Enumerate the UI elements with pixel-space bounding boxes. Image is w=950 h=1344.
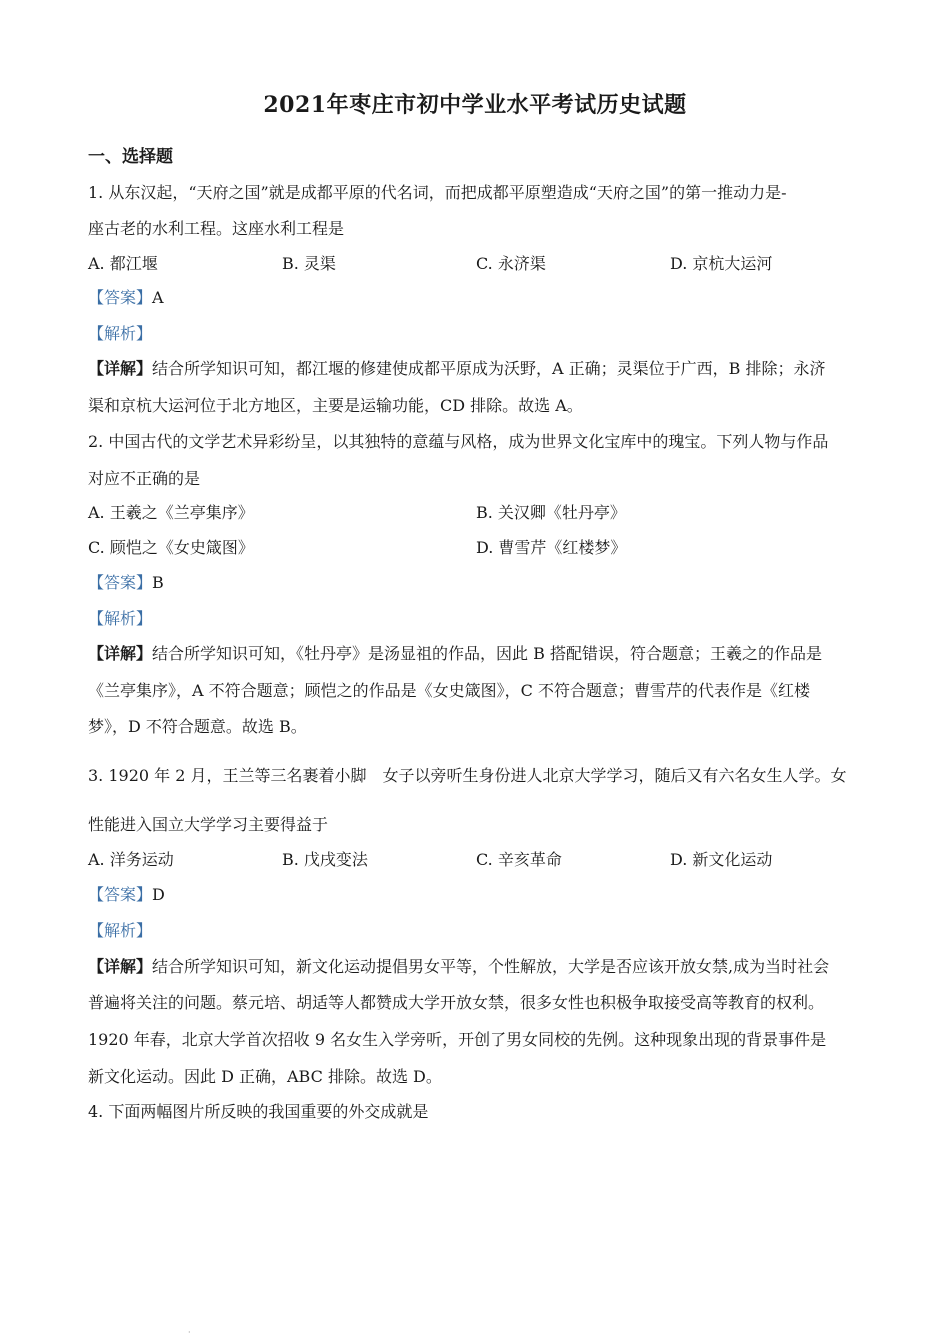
q3-detail-line3: 1920 年春，北京大学首次招收 9 名女生入学旁听，开创了男女同校的先例。这种现象出现的背景事件是: [88, 1030, 827, 1049]
q4-stem-line1: 4. 下面两幅图片所反映的我国重要的外交成就是: [88, 1102, 429, 1121]
q1-option-d: D. 京杭大运河: [670, 254, 773, 273]
q2-option-b: B. 关汉卿《牡丹亭》: [476, 503, 626, 522]
q3-stem-line2: 性能进入国立大学学习主要得益于: [88, 815, 329, 834]
page-title: 2021年枣庄市初中学业水平考试历史试题: [263, 92, 687, 118]
q1-stem-line1: 1. 从东汉起，“天府之国”就是成都平原的代名词，而把成都平原塑造成“天府之国”的第一推动力是-: [88, 183, 787, 202]
section-heading: 一、选择题: [88, 147, 173, 167]
q3-option-b: B. 戊戌变法: [282, 850, 368, 869]
q3-detail-line2: 普遍将关注的问题。蔡元培、胡适等人都赞成大学开放女禁，很多女性也积极争取接受高等教育的权利。: [88, 993, 825, 1012]
detail-tag: 【详解】: [88, 957, 153, 976]
q1-option-c: C. 永济渠: [476, 254, 546, 273]
detail-tag: 【详解】: [88, 644, 153, 663]
q2-option-c: C. 顾恺之《女史箴图》: [88, 538, 254, 557]
q2-option-a: A. 王羲之《兰亭集序》: [88, 503, 254, 522]
detail-text: 结合所学知识可知，《牡丹亭》是汤显祖的作品，因此 B 搭配错误，符合题意；王羲之的作品是: [152, 644, 822, 663]
q3-detail-line1: [88, 956, 868, 978]
answer-value: A: [152, 288, 164, 307]
q2-answer: [88, 572, 868, 594]
q2-stem-line1: 2. 中国古代的文学艺术异彩纷呈，以其独特的意蕴与风格，成为世界文化宝库中的瑰宝。下列人物与作品: [88, 432, 829, 451]
q3-stem-line1: 3. 1920 年 2 月，王兰等三名裹着小脚 女子以旁听生身份进人北京大学学习，随后又有六名女生人学。女: [88, 766, 847, 785]
footer-mark: ·: [188, 1328, 191, 1337]
q3-option-d: D. 新文化运动: [670, 850, 773, 869]
q1-detail-line2: 渠和京杭大运河位于北方地区，主要是运输功能，CD 排除。故选 A。: [88, 396, 583, 415]
q1-analysis-tag: 【解析】: [88, 324, 153, 343]
detail-text: 结合所学知识可知，都江堰的修建使成都平原成为沃野，A 正确；灵渠位于广西，B 排除；永济: [152, 359, 826, 378]
q2-option-d: D. 曹雪芹《红楼梦》: [476, 538, 627, 557]
q1-answer: [88, 287, 868, 309]
q3-option-a: A. 洋务运动: [88, 850, 174, 869]
detail-text: 结合所学知识可知，新文化运动提倡男女平等，个性解放，大学是否应该开放女禁,成为当时社会: [152, 957, 830, 976]
q3-option-c: C. 辛亥革命: [476, 850, 562, 869]
answer-value: B: [152, 573, 164, 592]
q3-answer: [88, 884, 868, 906]
q2-detail-line2: 《兰亭集序》，A 不符合题意；顾恺之的作品是《女史箴图》，C 不符合题意；曹雪芹的代表作是《红楼: [88, 681, 810, 700]
answer-tag: 【答案】: [88, 885, 153, 904]
q3-analysis-tag: 【解析】: [88, 921, 153, 940]
q2-stem-line2: 对应不正确的是: [88, 469, 201, 488]
q1-option-b: B. 灵渠: [282, 254, 336, 273]
answer-tag: 【答案】: [88, 288, 153, 307]
q2-analysis-tag: 【解析】: [88, 609, 153, 628]
answer-tag: 【答案】: [88, 573, 153, 592]
q1-stem-line2: 座古老的水利工程。这座水利工程是: [88, 219, 345, 238]
answer-value: D: [152, 885, 165, 904]
q2-detail-line3: 梦》，D 不符合题意。故选 B。: [88, 717, 307, 736]
q3-detail-line4: 新文化运动。因此 D 正确，ABC 排除。故选 D。: [88, 1067, 442, 1086]
q1-option-a: A. 都江堰: [88, 254, 158, 273]
q1-detail-line1: [88, 358, 868, 380]
q2-detail-line1: [88, 643, 868, 665]
detail-tag: 【详解】: [88, 359, 153, 378]
